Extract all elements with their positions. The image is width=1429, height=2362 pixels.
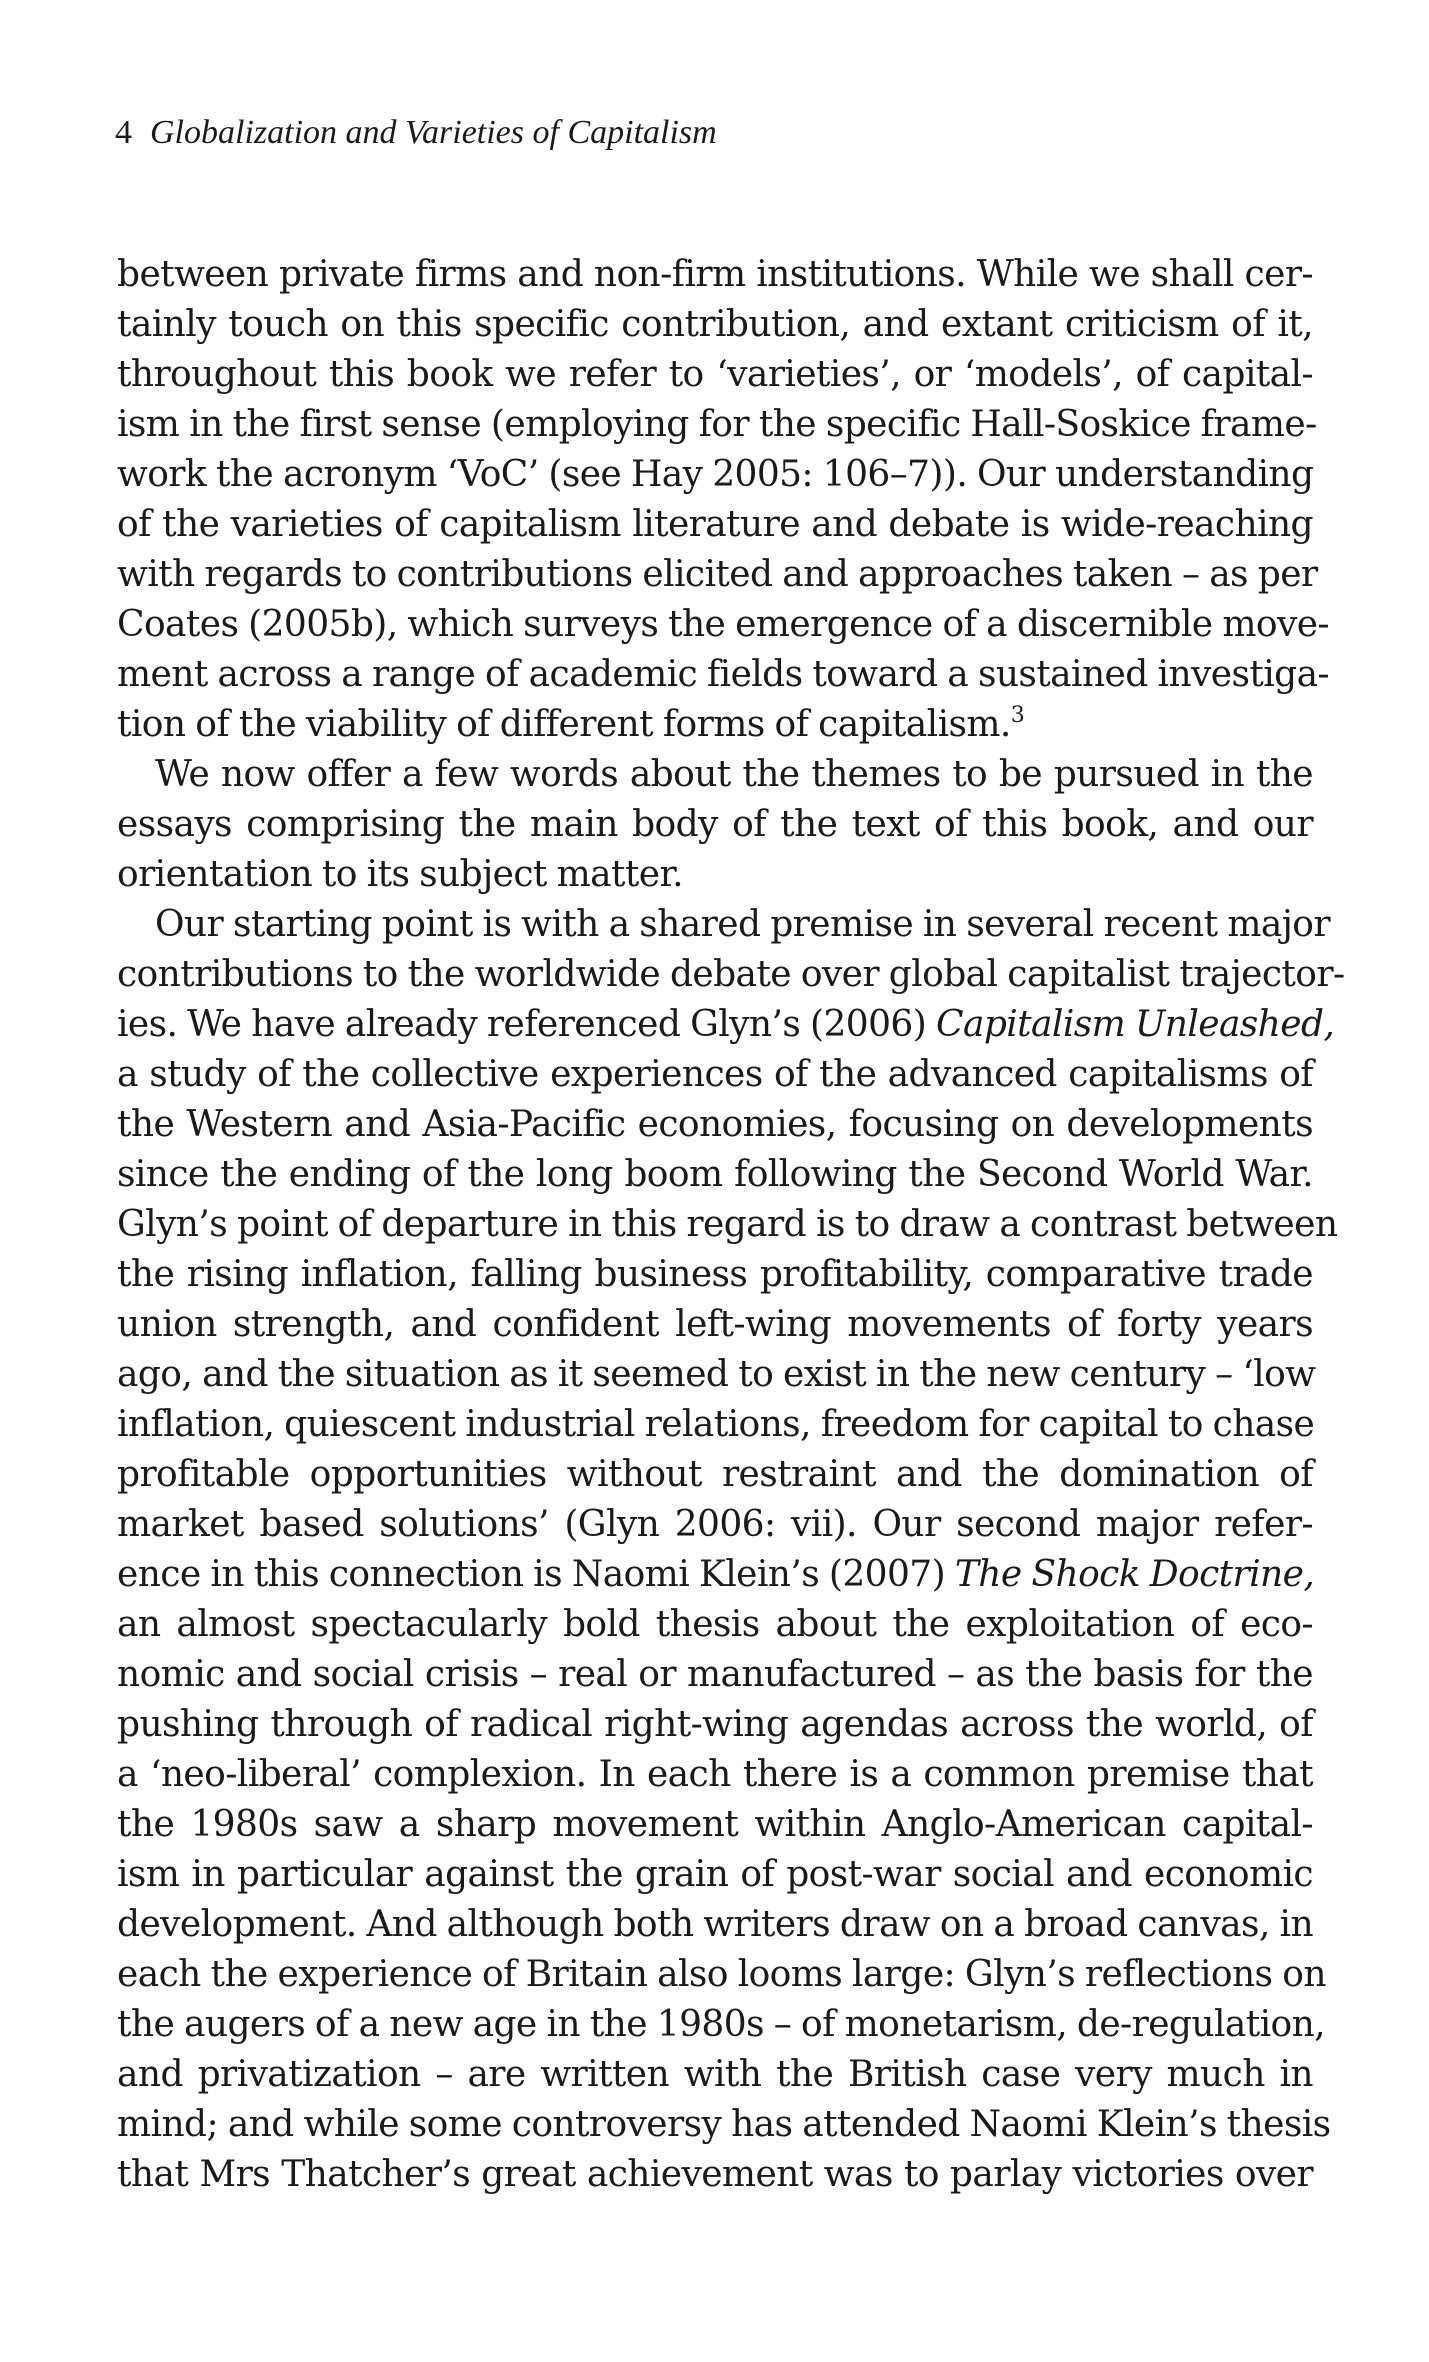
book-title: Globalization and Varieties of Capitalism bbox=[150, 114, 717, 151]
text-line: with regards to contributions elicited and approaches taken – as per bbox=[117, 554, 1318, 595]
text-line: orientation to its subject matter. bbox=[117, 854, 683, 895]
text-line: work the acronym ‘VoC’ (see Hay 2005: 106–7)). Our understanding bbox=[117, 454, 1314, 495]
text-line: ago, and the situation as it seemed to exist in the new century – ‘low bbox=[117, 1354, 1316, 1395]
text-line: mind; and while some controversy has attended Naomi Klein’s thesis bbox=[117, 2104, 1331, 2145]
text-line: that Mrs Thatcher’s great achievement was to parlay victories over bbox=[117, 2154, 1313, 2195]
text-line: union strength, and confident left-wing movements of forty years bbox=[117, 1304, 1313, 1345]
body-text bbox=[117, 250, 1345, 2200]
text-line: Glyn’s point of departure in this regard is to draw a contrast between bbox=[117, 1204, 1338, 1245]
text-line: Coates (2005b), which surveys the emergence of a discernible move- bbox=[117, 604, 1329, 645]
text-line: of the varieties of capitalism literature and debate is wide-reaching bbox=[117, 504, 1313, 545]
text-line: nomic and social crisis – real or manufactured – as the basis for the bbox=[117, 1654, 1313, 1695]
text-line: ism in the first sense (employing for the specific Hall-Soskice frame- bbox=[117, 404, 1317, 445]
text-line: pushing through of radical right-wing agendas across the world, of bbox=[117, 1704, 1313, 1745]
text-line: throughout this book we refer to ‘varieties’, or ‘models’, of capital- bbox=[117, 354, 1313, 395]
text-line: since the ending of the long boom following the Second World War. bbox=[117, 1154, 1313, 1195]
text-line-content: ence in this connection is Naomi Klein’s (2007) bbox=[117, 1554, 955, 1595]
text-line: profitable opportunities without restraint and the domination of bbox=[117, 1454, 1313, 1495]
text-line: ism in particular against the grain of post-war social and economic bbox=[117, 1854, 1313, 1895]
text-line: inflation, quiescent industrial relations, freedom for capital to chase bbox=[117, 1404, 1315, 1445]
text-line: the augers of a new age in the 1980s – of monetarism, de-regulation, bbox=[117, 2004, 1326, 2045]
text-line: a study of the collective experiences of the advanced capitalisms of bbox=[117, 1054, 1313, 1095]
text-line: contributions to the worldwide debate over global capitalist trajector- bbox=[117, 954, 1345, 995]
text-line: market based solutions’ (Glyn 2006: vii). Our second major refer- bbox=[117, 1504, 1313, 1545]
text-line: We now offer a few words about the themes to be pursued in the bbox=[155, 754, 1313, 795]
text-line: a ‘neo-liberal’ complexion. In each there is a common premise that bbox=[117, 1754, 1313, 1795]
text-line: the Western and Asia-Pacific economies, focusing on developments bbox=[117, 1104, 1313, 1145]
page-number: 4 bbox=[115, 114, 132, 151]
text-line: the 1980s saw a sharp movement within Anglo-American capital- bbox=[117, 1804, 1313, 1845]
text-line: an almost spectacularly bold thesis about the exploitation of eco- bbox=[117, 1604, 1313, 1645]
italic-title: Capitalism Unleashed, bbox=[936, 1004, 1335, 1045]
text-line bbox=[117, 1000, 1335, 1050]
text-line: each the experience of Britain also looms large: Glyn’s reflections on bbox=[117, 1954, 1326, 1995]
italic-title: The Shock Doctrine, bbox=[954, 1554, 1315, 1595]
text-line-content: ies. We have already referenced Glyn’s (2006) bbox=[117, 1004, 937, 1045]
text-line: between private firms and non-firm institutions. While we shall cer- bbox=[117, 254, 1313, 295]
text-line: and privatization – are written with the British case very much in bbox=[117, 2054, 1313, 2095]
text-line: the rising inflation, falling business profitability, comparative trade bbox=[117, 1254, 1313, 1295]
text-line: development. And although both writers draw on a broad canvas, in bbox=[117, 1904, 1314, 1945]
text-line bbox=[117, 1550, 1313, 1600]
text-line: tainly touch on this specific contribution, and extant criticism of it, bbox=[117, 304, 1313, 345]
text-line: ment across a range of academic fields toward a sustained investiga- bbox=[117, 654, 1329, 695]
text-line-content: tion of the viability of different forms of capitalism. bbox=[117, 704, 1011, 745]
running-head bbox=[115, 113, 717, 153]
text-line bbox=[117, 700, 1313, 750]
text-line: Our starting point is with a shared premise in several recent major bbox=[155, 904, 1330, 945]
footnote-reference[interactable]: 3 bbox=[1010, 703, 1025, 728]
text-line: essays comprising the main body of the text of this book, and our bbox=[117, 804, 1313, 845]
